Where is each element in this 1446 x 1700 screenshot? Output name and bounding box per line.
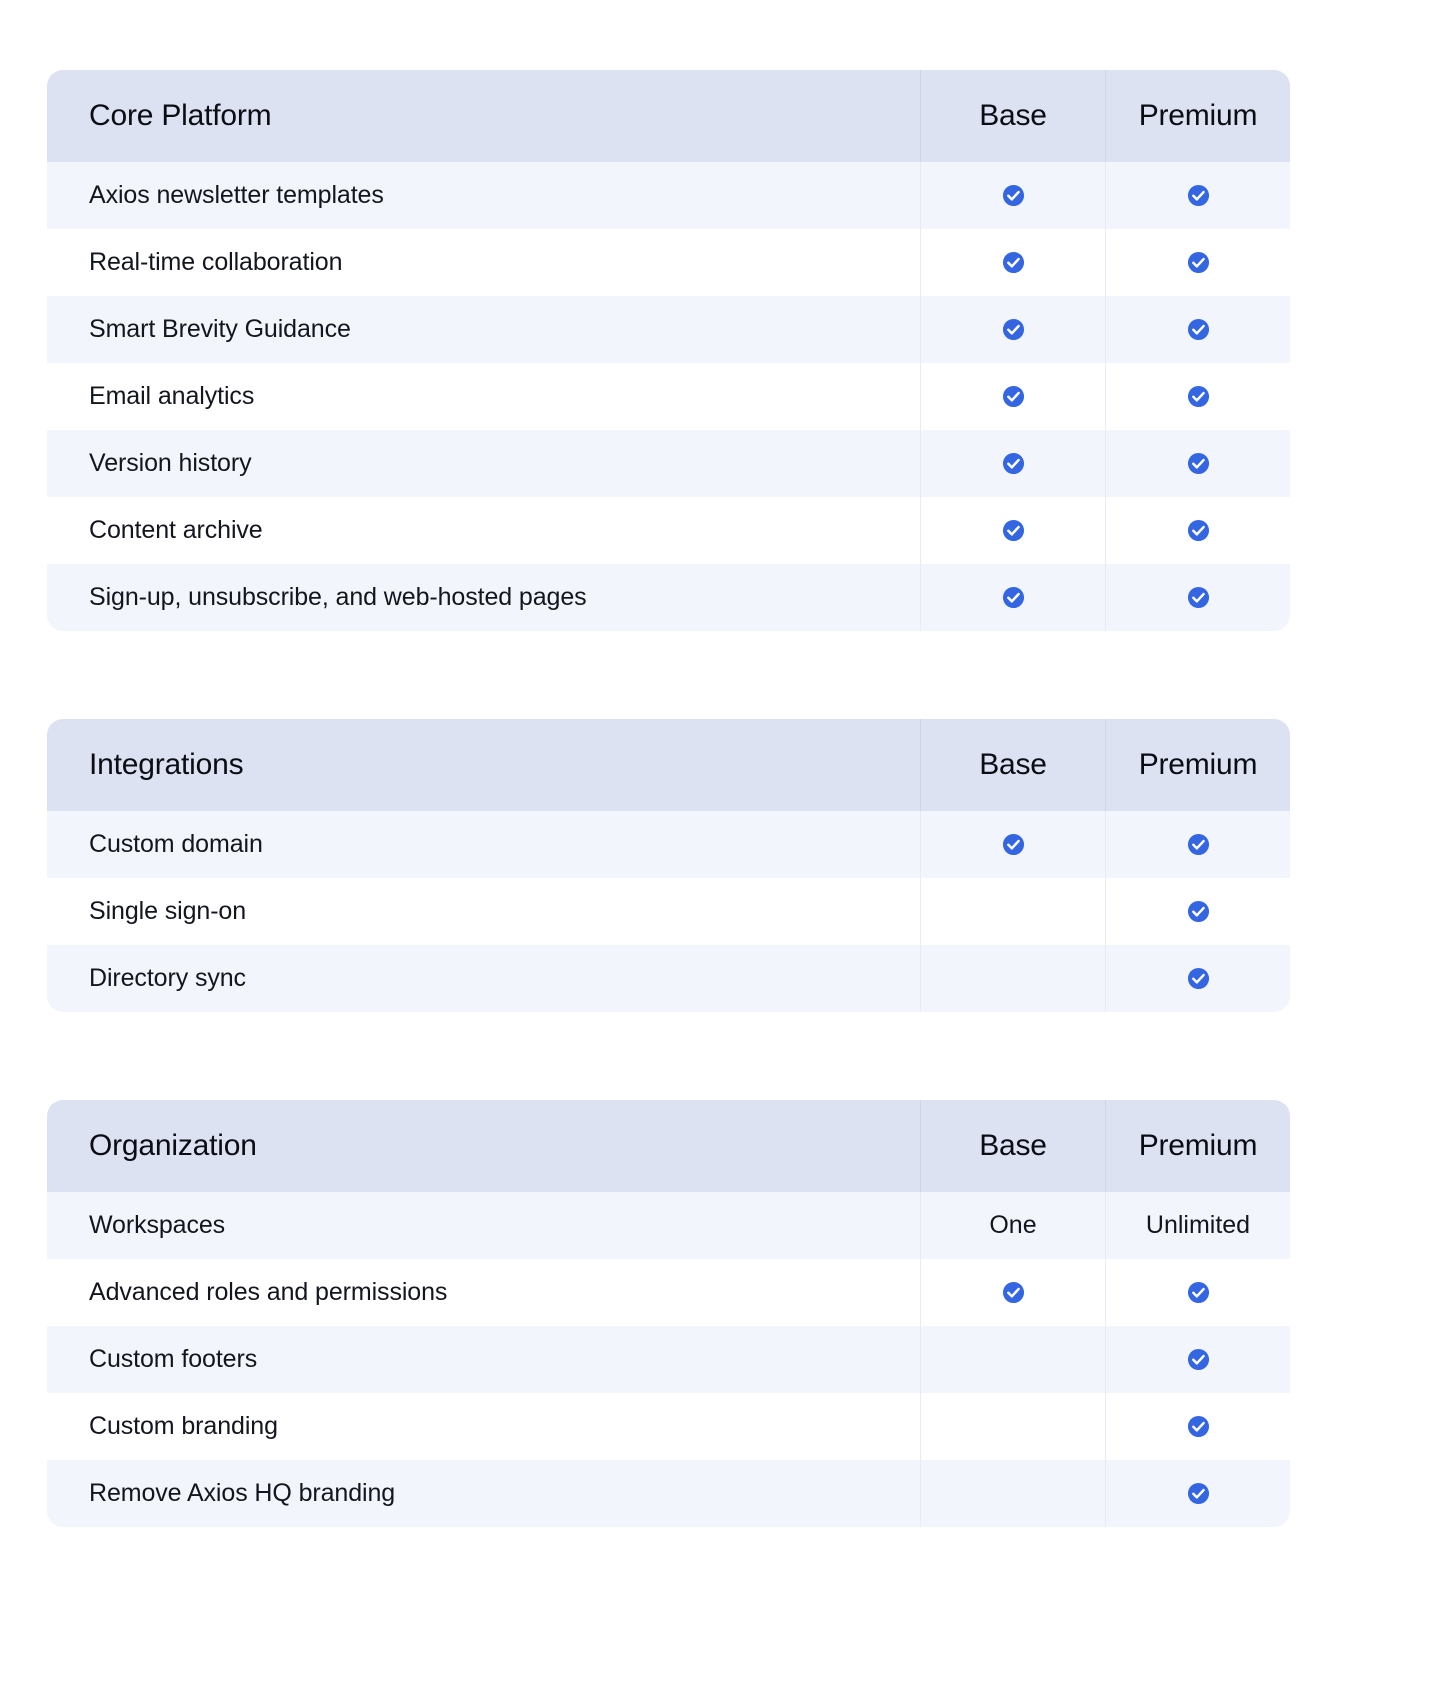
plan-cell-premium bbox=[1105, 811, 1290, 878]
feature-label: Custom branding bbox=[89, 1412, 278, 1440]
table-row bbox=[47, 945, 1290, 1012]
table-row bbox=[47, 497, 1290, 564]
plan-cell-base bbox=[920, 430, 1105, 497]
table-row bbox=[47, 878, 1290, 945]
feature-label: Version history bbox=[89, 449, 252, 477]
table-row bbox=[47, 363, 1290, 430]
table-row bbox=[47, 564, 1290, 631]
check-circle-icon bbox=[1187, 318, 1210, 341]
category-title: Integrations bbox=[89, 748, 244, 781]
table-row bbox=[47, 229, 1290, 296]
plan-cell-base bbox=[920, 945, 1105, 1012]
plan-column-header-premium: Premium bbox=[1105, 719, 1290, 811]
check-circle-icon bbox=[1002, 251, 1025, 274]
category-title: Organization bbox=[89, 1129, 257, 1162]
feature-label: Remove Axios HQ branding bbox=[89, 1479, 396, 1507]
check-circle-icon bbox=[1002, 452, 1025, 475]
check-circle-icon bbox=[1002, 586, 1025, 609]
feature-label: Single sign-on bbox=[89, 897, 247, 925]
plan-cell-base bbox=[920, 1259, 1105, 1326]
check-circle-icon bbox=[1187, 1281, 1210, 1304]
category-title: Core Platform bbox=[89, 99, 272, 132]
plan-cell-premium bbox=[1105, 945, 1290, 1012]
plan-cell-premium bbox=[1105, 1393, 1290, 1460]
check-circle-icon bbox=[1002, 519, 1025, 542]
feature-label: Sign-up, unsubscribe, and web-hosted pages bbox=[89, 583, 587, 611]
plan-cell-premium bbox=[1105, 878, 1290, 945]
feature-table bbox=[47, 719, 1290, 1012]
check-circle-icon bbox=[1002, 833, 1025, 856]
plan-cell-premium bbox=[1105, 296, 1290, 363]
plan-cell-premium bbox=[1105, 1192, 1290, 1259]
feature-label: Custom footers bbox=[89, 1345, 258, 1373]
plan-cell-base bbox=[920, 1326, 1105, 1393]
table-row bbox=[47, 1326, 1290, 1393]
check-circle-icon bbox=[1002, 184, 1025, 207]
plan-cell-premium bbox=[1105, 430, 1290, 497]
plan-value-text: Unlimited bbox=[1145, 1211, 1251, 1239]
check-circle-icon bbox=[1187, 586, 1210, 609]
table-row bbox=[47, 296, 1290, 363]
plan-column-header-base: Base bbox=[920, 719, 1105, 811]
table-row bbox=[47, 811, 1290, 878]
check-circle-icon bbox=[1187, 1482, 1210, 1505]
feature-label: Axios newsletter templates bbox=[89, 181, 384, 209]
plan-cell-premium bbox=[1105, 229, 1290, 296]
check-circle-icon bbox=[1187, 1348, 1210, 1371]
check-circle-icon bbox=[1187, 251, 1210, 274]
table-header-row bbox=[47, 719, 1290, 811]
plan-cell-base bbox=[920, 1393, 1105, 1460]
check-circle-icon bbox=[1187, 385, 1210, 408]
feature-label: Real-time collaboration bbox=[89, 248, 343, 276]
plan-column-header-premium: Premium bbox=[1105, 70, 1290, 162]
table-row bbox=[47, 162, 1290, 229]
table-row bbox=[47, 430, 1290, 497]
plan-cell-base bbox=[920, 878, 1105, 945]
plan-column-header-premium: Premium bbox=[1105, 1100, 1290, 1192]
plan-cell-premium bbox=[1105, 1326, 1290, 1393]
feature-label: Email analytics bbox=[89, 382, 255, 410]
plan-cell-base bbox=[920, 296, 1105, 363]
plan-cell-base bbox=[920, 564, 1105, 631]
plan-cell-premium bbox=[1105, 564, 1290, 631]
feature-label: Smart Brevity Guidance bbox=[89, 315, 351, 343]
plan-cell-premium bbox=[1105, 1460, 1290, 1527]
check-circle-icon bbox=[1187, 184, 1210, 207]
feature-label: Directory sync bbox=[89, 964, 246, 992]
plan-column-header-base: Base bbox=[920, 1100, 1105, 1192]
feature-comparison-tables bbox=[47, 70, 1399, 1527]
plan-cell-base bbox=[920, 162, 1105, 229]
table-row bbox=[47, 1192, 1290, 1259]
plan-cell-base bbox=[920, 363, 1105, 430]
plan-value-text: One bbox=[989, 1211, 1037, 1239]
check-circle-icon bbox=[1187, 967, 1210, 990]
check-circle-icon bbox=[1002, 1281, 1025, 1304]
check-circle-icon bbox=[1187, 833, 1210, 856]
table-row bbox=[47, 1259, 1290, 1326]
plan-cell-base bbox=[920, 229, 1105, 296]
check-circle-icon bbox=[1187, 519, 1210, 542]
table-header-row bbox=[47, 1100, 1290, 1192]
feature-label: Custom domain bbox=[89, 830, 263, 858]
table-row bbox=[47, 1393, 1290, 1460]
table-header-row bbox=[47, 70, 1290, 162]
check-circle-icon bbox=[1187, 452, 1210, 475]
check-circle-icon bbox=[1187, 900, 1210, 923]
plan-cell-premium bbox=[1105, 497, 1290, 564]
check-circle-icon bbox=[1002, 385, 1025, 408]
plan-cell-base bbox=[920, 1460, 1105, 1527]
plan-cell-premium bbox=[1105, 162, 1290, 229]
feature-label: Workspaces bbox=[89, 1211, 226, 1239]
feature-label: Advanced roles and permissions bbox=[89, 1278, 448, 1306]
check-circle-icon bbox=[1002, 318, 1025, 341]
check-circle-icon bbox=[1187, 1415, 1210, 1438]
feature-table bbox=[47, 1100, 1290, 1527]
feature-table bbox=[47, 70, 1290, 631]
plan-cell-premium bbox=[1105, 363, 1290, 430]
plan-column-header-base: Base bbox=[920, 70, 1105, 162]
plan-cell-base bbox=[920, 811, 1105, 878]
plan-cell-base bbox=[920, 497, 1105, 564]
plan-cell-premium bbox=[1105, 1259, 1290, 1326]
feature-label: Content archive bbox=[89, 516, 263, 544]
table-row bbox=[47, 1460, 1290, 1527]
plan-cell-base bbox=[920, 1192, 1105, 1259]
